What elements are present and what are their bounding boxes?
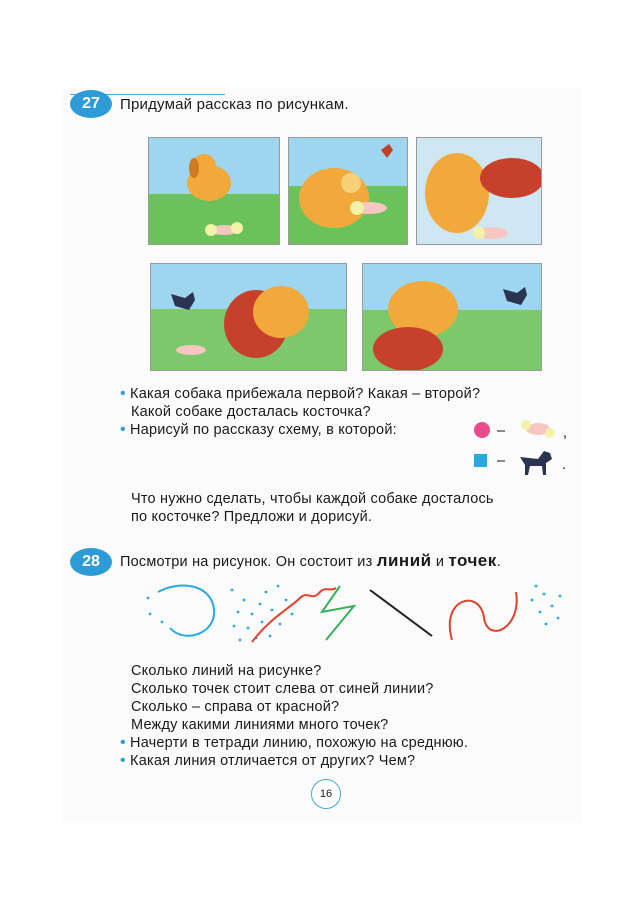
bullet: • <box>120 752 126 769</box>
picture-1-dog-runs <box>148 137 280 245</box>
period: . <box>562 457 567 473</box>
task-27-question-2 <box>120 421 397 439</box>
comma: , <box>563 425 568 441</box>
task-28-bullet-1 <box>120 734 468 752</box>
q2-text: Нарисуй по рассказу схему, в которой: <box>130 422 397 438</box>
black-dog-icon <box>514 441 558 479</box>
q1-line1-text: Какая собака прибежала первой? Какая – второй? <box>130 386 481 402</box>
picture-1-image <box>149 138 279 244</box>
picture-4-dogs-fight <box>150 263 347 371</box>
title-end: . <box>496 554 502 570</box>
red-wave-line <box>450 592 517 640</box>
picture-4-image <box>151 264 346 370</box>
task-27-question-3-line-2: по косточке? Предложи и дорисуй. <box>131 509 373 525</box>
dash-1: – <box>497 423 506 439</box>
task-28-line-2: Сколько точек стоит слева от синей линии? <box>131 681 434 697</box>
picture-5-image <box>363 264 541 370</box>
bullet-2-text: Какая линия отличается от других? Чем? <box>130 753 416 769</box>
lines-and-dots-figure <box>140 578 580 656</box>
dash-2: – <box>497 453 506 469</box>
red-zigzag-line <box>252 588 336 642</box>
task-27-badge <box>70 90 112 118</box>
blue-curve-line <box>158 586 214 636</box>
task-27-number: 27 <box>82 95 100 112</box>
bullet: • <box>120 734 126 751</box>
picture-3-image <box>417 138 541 244</box>
pink-circle-symbol <box>470 418 494 442</box>
blue-dots <box>147 585 562 642</box>
green-broken-line <box>322 586 354 640</box>
task-27-question-1-line-1 <box>120 385 480 403</box>
word-dots: точек <box>448 551 497 570</box>
word-and: и <box>435 554 445 570</box>
picture-5-dog-leaves <box>362 263 542 371</box>
task-28-title <box>120 552 501 571</box>
word-lines: линий <box>376 551 432 570</box>
bullet: • <box>120 421 126 438</box>
task-28-number: 28 <box>82 553 100 570</box>
task-28-line-3: Сколько – справа от красной? <box>131 699 340 715</box>
page-number-text: 16 <box>319 788 333 800</box>
blue-square-symbol <box>472 452 490 470</box>
task-28-line-1: Сколько линий на рисунке? <box>131 663 322 679</box>
bullet: • <box>120 385 126 402</box>
title-start: Посмотри на рисунок. Он состоит из <box>120 554 373 570</box>
task-27-title: Придумай рассказ по рисункам. <box>120 96 349 113</box>
bone-dog-icon <box>514 416 560 442</box>
task-28-badge <box>70 548 112 576</box>
picture-2-dog-bone <box>288 137 408 245</box>
page-number <box>311 779 341 809</box>
black-straight-line <box>370 590 432 636</box>
task-28-line-4: Между какими линиями много точек? <box>131 717 389 733</box>
bullet-1-text: Начерти в тетради линию, похожую на среднюю. <box>130 735 469 751</box>
task-27-question-3-line-1: Что нужно сделать, чтобы каждой собаке досталось <box>131 491 494 507</box>
task-27-question-1-line-2: Какой собаке досталась косточка? <box>131 404 371 420</box>
task-28-bullet-2 <box>120 752 415 770</box>
picture-3-two-dogs <box>416 137 542 245</box>
picture-2-image <box>289 138 407 244</box>
